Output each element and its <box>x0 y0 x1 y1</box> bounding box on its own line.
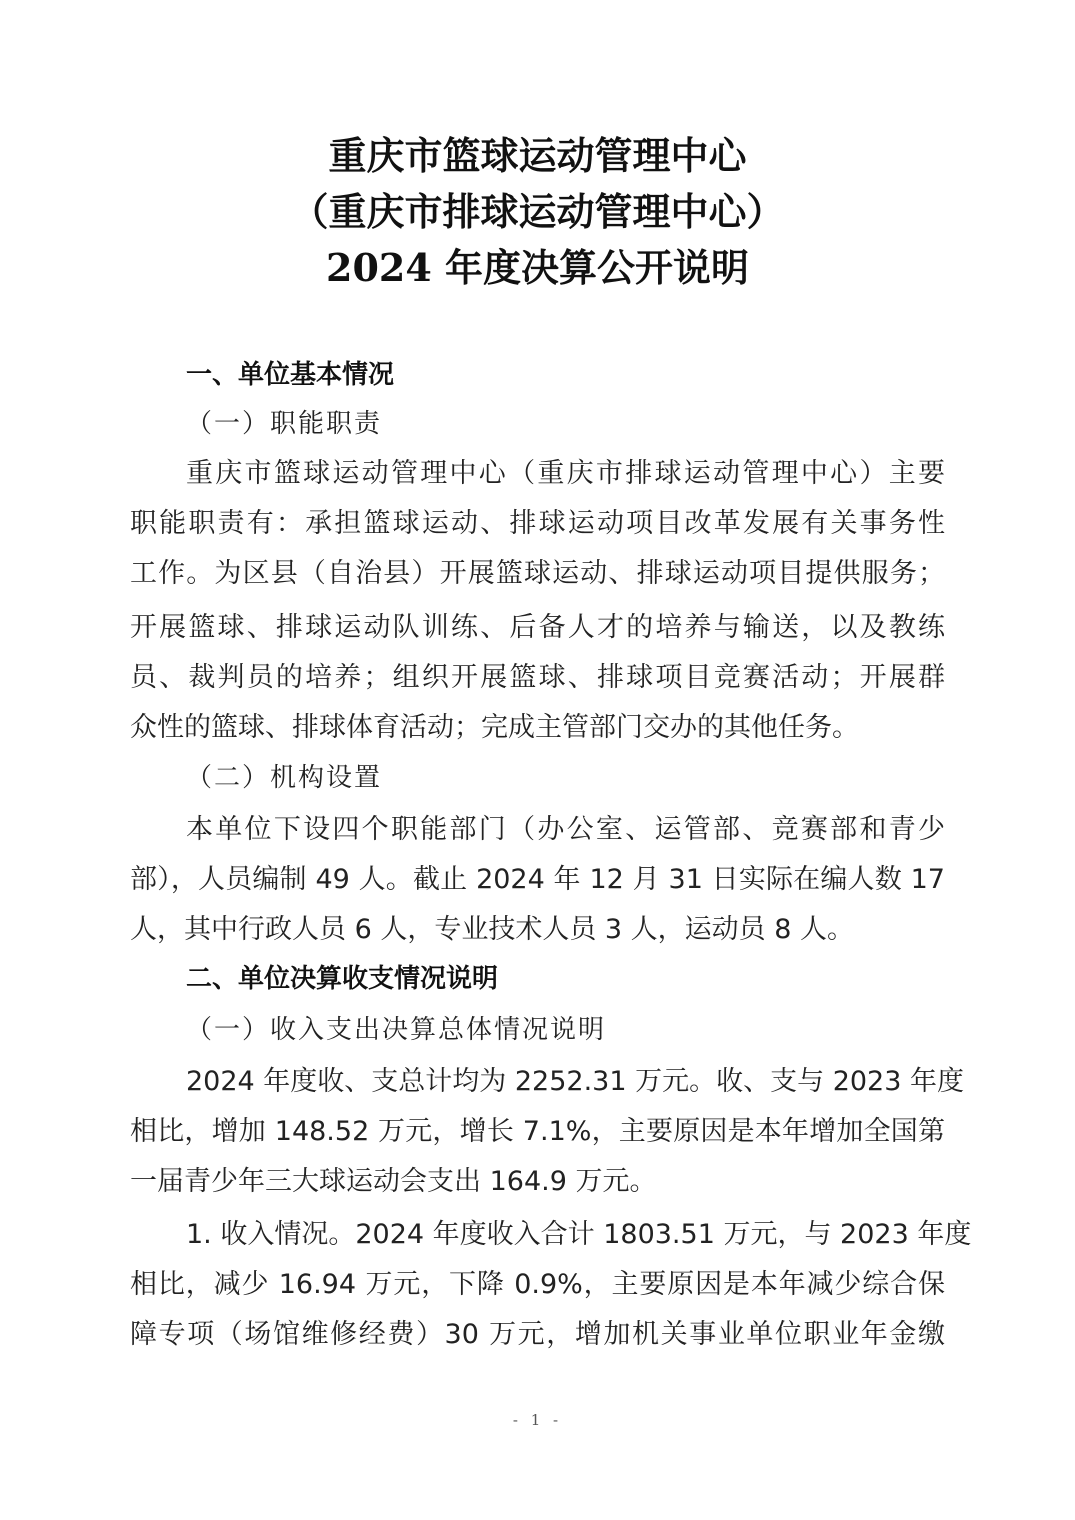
paragraph-line: 本单位下设四个职能部门（办公室、运管部、竞赛部和青少 <box>186 814 945 845</box>
paragraph-line: 重庆市篮球运动管理中心（重庆市排球运动管理中心）主要 <box>186 458 945 489</box>
paragraph-line: 2024 年度收、支总计均为 2252.31 万元。收、支与 2023 年度 <box>186 1066 964 1097</box>
paragraph-line: 一届青少年三大球运动会支出 164.9 万元。 <box>130 1166 657 1197</box>
title-line-1: 重庆市篮球运动管理中心 <box>328 133 747 178</box>
paragraph-line: 相比，增加 148.52 万元，增长 7.1%，主要原因是本年增加全国第 <box>130 1116 945 1147</box>
section-heading-budget: 二、单位决算收支情况说明 <box>186 964 499 994</box>
paragraph-line: 工作。为区县（自治县）开展篮球运动、排球运动项目提供服务； <box>130 558 945 589</box>
paragraph-line: 员、裁判员的培养；组织开展篮球、排球项目竞赛活动；开展群 <box>130 662 945 693</box>
title-line-3: 2024 年度决算公开说明 <box>326 245 749 290</box>
subsection-heading-functions: （一）职能职责 <box>186 409 383 439</box>
document-title <box>0 128 1075 296</box>
title-line-2: （重庆市排球运动管理中心） <box>290 189 785 234</box>
paragraph-line: 障专项（场馆维修经费）30 万元，增加机关事业单位职业年金缴 <box>130 1319 945 1350</box>
paragraph-line: 职能职责有：承担篮球运动、排球运动项目改革发展有关事务性 <box>130 508 945 539</box>
page-number: - 1 - <box>512 1411 563 1429</box>
subsection-heading-overall: （一）收入支出决算总体情况说明 <box>186 1015 607 1045</box>
paragraph-line: 1. 收入情况。2024 年度收入合计 1803.51 万元，与 2023 年度 <box>186 1219 972 1250</box>
section-heading-basic-info: 一、单位基本情况 <box>186 360 395 390</box>
paragraph-line: 开展篮球、排球运动队训练、后备人才的培养与输送，以及教练 <box>130 612 945 643</box>
subsection-heading-organization: （二）机构设置 <box>186 763 383 793</box>
paragraph-line: 众性的篮球、排球体育活动；完成主管部门交办的其他任务。 <box>130 712 859 743</box>
paragraph-line: 部），人员编制 49 人。截止 2024 年 12 月 31 日实际在编人数 17 <box>130 864 945 895</box>
paragraph-line: 人，其中行政人员 6 人，专业技术人员 3 人，运动员 8 人。 <box>130 914 855 945</box>
paragraph-line: 相比，减少 16.94 万元，下降 0.9%，主要原因是本年减少综合保 <box>130 1269 945 1300</box>
